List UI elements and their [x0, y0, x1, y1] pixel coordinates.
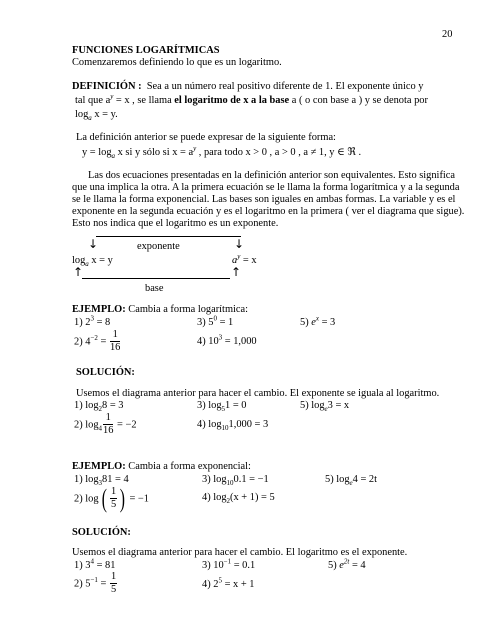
solution-2-text: Usemos el diagrama anterior para hacer el cambio. El logaritmo es el exponente.: [72, 547, 408, 558]
solution-2-item: 1) $3^4 = 81$: [74, 557, 116, 571]
solution-1-heading: SOLUCIÓN:: [76, 367, 135, 378]
solution-2-item: 2) $5^{-1}$ = $\frac{1}{5}$: [74, 571, 117, 595]
diagram-log-form: $\log_a x = y$: [72, 255, 113, 269]
solution-1-item: 5) $\log_e3 = x$: [300, 400, 350, 414]
down-arrow-icon: ↓: [234, 237, 245, 251]
example-2-item: 3) $\log_{10}0.1 = -1$: [202, 474, 269, 488]
example-2-heading: EJEMPLO: Cambia a forma exponencial:: [72, 461, 251, 472]
example-2-item: 5) $\log_e4 = 2t$: [325, 474, 377, 488]
intro-text: Comenzaremos definiendo lo que es un logaritmo.: [72, 57, 282, 68]
example-2-item: 1) $\log_381 = 4$: [74, 474, 129, 488]
paragraph-line-5: Esto nos indica que el logaritmo es un exponente.: [72, 218, 279, 229]
diagram-exponent-label: exponente: [137, 241, 180, 252]
definition-line-1: DEFINICIÓN : Sea a un número real positivo diferente de 1. El exponente único y: [72, 81, 424, 92]
paragraph-line-2: que una implica la otra. A la primera ecuación se le llama la forma logarítmica y a la segunda: [72, 182, 460, 193]
solution-2-item: 3) $10^{-1} = 0.1$: [202, 557, 256, 571]
example-1-item: 4) $10^3 = 1,000$: [197, 333, 257, 347]
solution-1-item: 4) $\log_{10}1,000 = 3$: [197, 419, 269, 433]
example-1-heading: EJEMPLO: Cambia a forma logarítmica:: [72, 304, 249, 315]
example-1-item: 1) $2^3 = 8$: [74, 314, 111, 328]
definition-label: DEFINICIÓN :: [72, 81, 142, 92]
equivalence-intro: La definición anterior se puede expresar de la siguiente forma:: [76, 132, 336, 143]
paragraph-line-1: Las dos ecuaciones presentadas en la definición anterior son equivalentes. Esto significa: [88, 170, 456, 181]
section-title: FUNCIONES LOGARÍTMICAS: [72, 45, 220, 56]
paragraph-line-3: se le llama la forma exponencial. Las bases son iguales en ambas formas. La variable y es el: [72, 194, 456, 205]
definition-line-2: tal que $a^y = x$ , se llama el logaritmo de x a la base a ( o con base a ) y se denota por: [75, 92, 428, 106]
solution-2-heading: SOLUCIÓN:: [72, 527, 131, 538]
diagram-bottom-line: [82, 278, 230, 279]
equivalence-formula: $y = \log_a x$ si y sólo si $x = a^y$ , para todo x > 0 , a > 0 , a ≠ 1, y ∈ ℜ .: [82, 144, 362, 161]
solution-1-text: Usemos el diagrama anterior para hacer el cambio. El exponente se iguala al logaritmo.: [76, 388, 440, 399]
diagram-exp-form: $a^y = x$: [232, 252, 257, 266]
definition-line-3: $\log_a x = y$.: [75, 109, 118, 123]
diagram-top-line: [96, 236, 241, 237]
solution-2-item: 4) $2^5 = x + 1$: [202, 576, 255, 590]
example-1-item: 2) $4^{-2}$ = $\frac{1}{16}$: [74, 329, 121, 353]
page-number: 20: [442, 29, 453, 40]
solution-1-item: 1) $\log_28 = 3$: [74, 400, 124, 414]
up-arrow-icon: ↑: [73, 265, 84, 279]
down-arrow-icon: ↓: [88, 237, 99, 251]
paragraph-line-4: exponente en la segunda ecuación y es el logaritmo en la primera ( ver el diagrama que sigue).: [72, 206, 465, 217]
example-1-item: 5) $e^x = 3$: [300, 314, 336, 328]
solution-1-item: 2) $\log_4$ $\frac{1}{16}$ = −2: [74, 412, 137, 436]
example-2-item: 4) $\log_2(x + 1) = 5$: [202, 492, 275, 506]
diagram-base-label: base: [145, 283, 164, 294]
example-2-item: 2) log ( $\frac{1}{5}$ ) = −1: [74, 484, 149, 513]
solution-1-item: 3) $\log_51 = 0$: [197, 400, 247, 414]
up-arrow-icon: ↑: [231, 265, 242, 279]
example-1-item: 3) $5^0 = 1$: [197, 314, 234, 328]
solution-2-item: 5) $e^{2t} = 4$: [328, 557, 366, 571]
